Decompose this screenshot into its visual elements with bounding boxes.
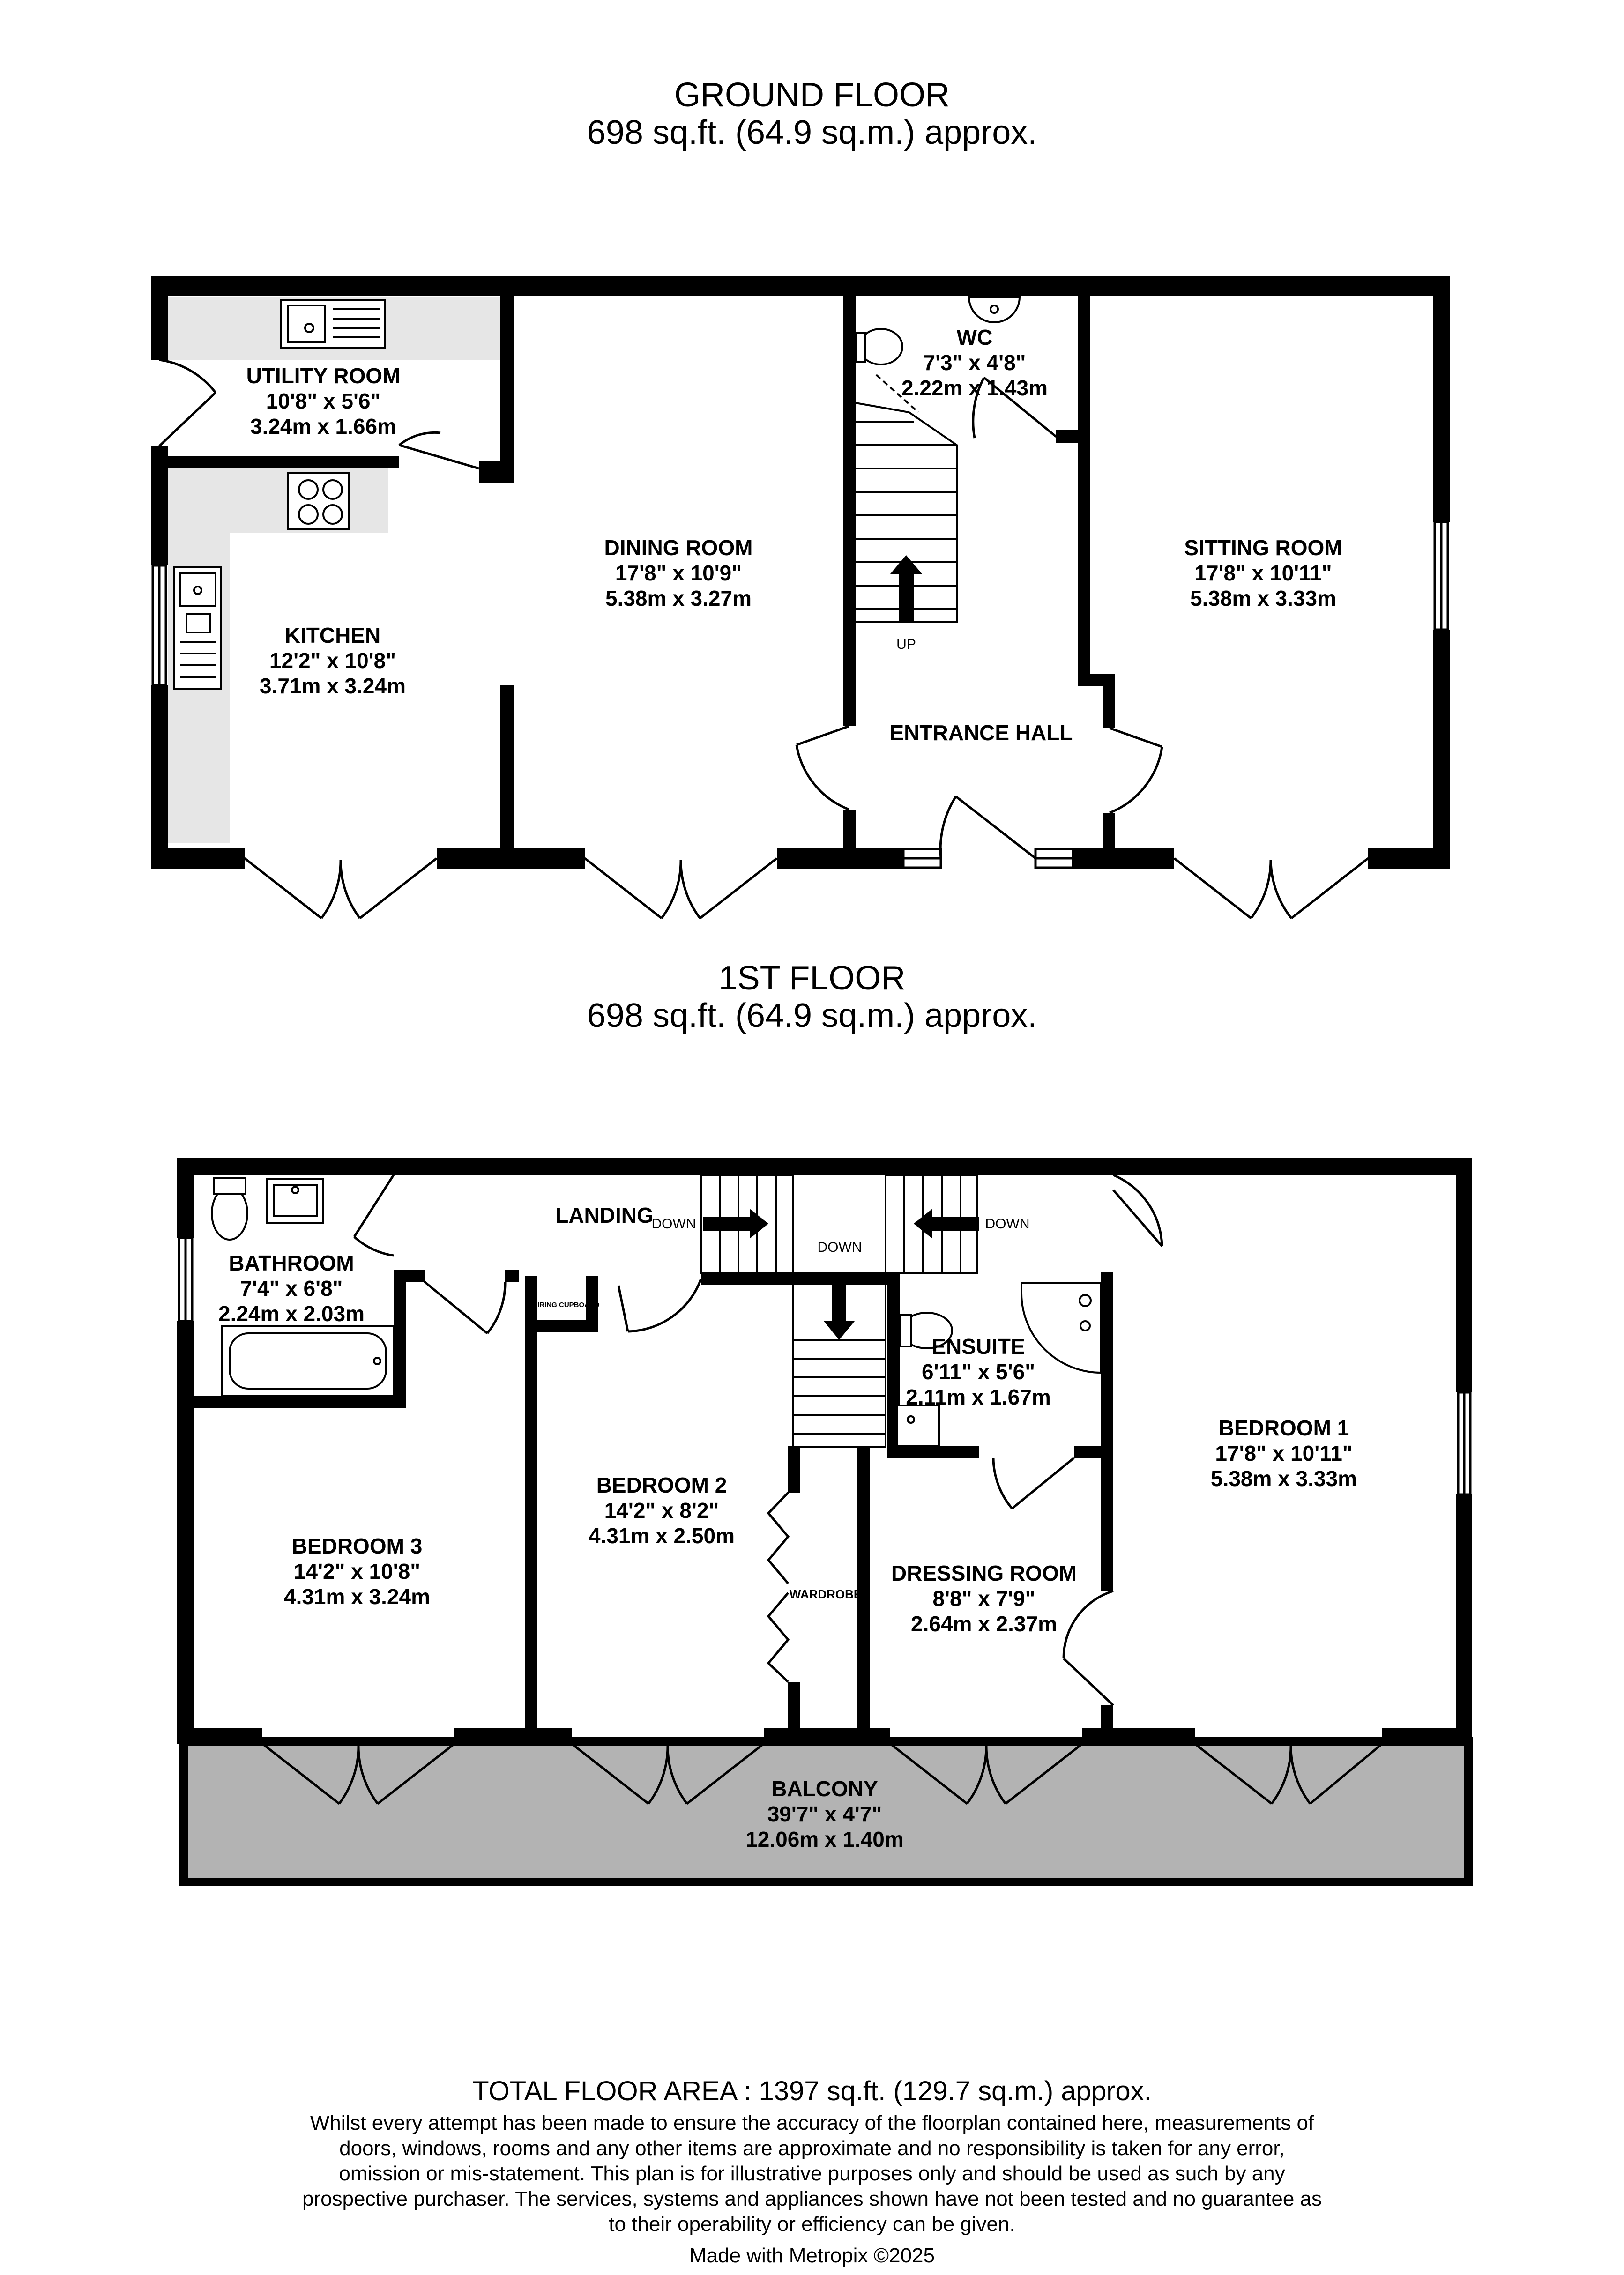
room-name: KITCHEN <box>284 623 381 647</box>
stair-down-label: DOWN <box>817 1240 862 1255</box>
room-metric: 3.24m x 1.66m <box>250 414 397 439</box>
room-metric: 12.06m x 1.40m <box>745 1827 904 1851</box>
room-imperial: 10'8" x 5'6" <box>266 389 381 413</box>
room-name: BEDROOM 1 <box>1218 1416 1349 1440</box>
first-floor-area: 698 sq.ft. (64.9 sq.m.) approx. <box>587 997 1037 1034</box>
up-arrow-icon <box>890 555 922 621</box>
room-metric: 2.24m x 2.03m <box>218 1301 365 1326</box>
room-metric: 5.38m x 3.27m <box>605 586 752 610</box>
room-name: BALCONY <box>771 1777 878 1801</box>
down-arrow-icon <box>703 1209 768 1239</box>
room-imperial: 14'2" x 8'2" <box>604 1498 719 1523</box>
down-arrow-icon <box>824 1279 855 1340</box>
room-name: BEDROOM 3 <box>291 1534 423 1558</box>
stair-up-label: UP <box>896 637 916 652</box>
room-name: WC <box>956 325 993 349</box>
ground-floor-area: 698 sq.ft. (64.9 sq.m.) approx. <box>587 114 1037 151</box>
room-name: UTILITY ROOM <box>246 364 401 388</box>
room-name: SITTING ROOM <box>1184 535 1342 560</box>
ground-floor-title: GROUND FLOOR <box>674 76 950 114</box>
stair-down-label: DOWN <box>985 1216 1030 1232</box>
room-metric: 2.22m x 1.43m <box>901 376 1048 400</box>
room-imperial: 17'8" x 10'9" <box>615 561 742 585</box>
room-imperial: 17'8" x 10'11" <box>1215 1441 1353 1465</box>
disclaimer-text: Whilst every attempt has been made to ensure the accuracy of the floorplan contained here, measurements of doors, windows, rooms and any other items are approximate and no responsibility is taken for any error, omission or mis-statement. This plan is for illustrative purposes only and should be used as such by any prospective purchaser. The services, systems and appliances shown have not been tested and no guarantee as to their operability or efficiency can be given. <box>302 2111 1322 2236</box>
metropix-credit: Made with Metropix ©2025 <box>689 2244 935 2267</box>
first-floor-title: 1ST FLOOR <box>718 959 906 997</box>
first-floor-plan <box>177 1158 1472 1882</box>
room-imperial: 12'2" x 10'8" <box>269 648 396 673</box>
total-floor-area: TOTAL FLOOR AREA : 1397 sq.ft. (129.7 sq.m.) approx. <box>472 2076 1152 2106</box>
room-imperial: 39'7" x 4'7" <box>767 1802 882 1826</box>
room-name: DRESSING ROOM <box>891 1561 1077 1585</box>
room-imperial: 8'8" x 7'9" <box>932 1586 1035 1611</box>
ground-room-labels <box>246 325 1342 745</box>
airing-cupboard-label: AIRING CUPBOARD <box>532 1301 600 1309</box>
room-imperial: 7'4" x 6'8" <box>240 1276 343 1301</box>
room-imperial: 6'11" x 5'6" <box>921 1360 1035 1384</box>
room-metric: 4.31m x 2.50m <box>588 1524 735 1548</box>
room-imperial: 17'8" x 10'11" <box>1194 561 1332 585</box>
ground-floor-plan <box>151 276 1450 918</box>
room-name: BATHROOM <box>229 1251 354 1275</box>
room-name: ENTRANCE HALL <box>889 721 1073 745</box>
wardrobe-label: WARDROBE <box>789 1587 862 1601</box>
stair-down-label: DOWN <box>651 1216 696 1232</box>
room-name: LANDING <box>555 1203 654 1227</box>
room-metric: 5.38m x 3.33m <box>1210 1466 1357 1491</box>
room-metric: 2.11m x 1.67m <box>906 1385 1051 1409</box>
bath-toilet-icon <box>212 1187 247 1240</box>
room-name: DINING ROOM <box>604 535 753 560</box>
room-metric: 2.64m x 2.37m <box>910 1612 1058 1636</box>
room-imperial: 7'3" x 4'8" <box>923 350 1026 375</box>
room-name: BEDROOM 2 <box>596 1473 727 1497</box>
room-name: ENSUITE <box>931 1334 1025 1359</box>
room-imperial: 14'2" x 10'8" <box>293 1559 421 1584</box>
room-metric: 4.31m x 3.24m <box>283 1584 431 1609</box>
room-metric: 5.38m x 3.33m <box>1190 586 1337 610</box>
ensuite-basin-icon <box>897 1405 939 1446</box>
room-metric: 3.71m x 3.24m <box>259 674 406 698</box>
